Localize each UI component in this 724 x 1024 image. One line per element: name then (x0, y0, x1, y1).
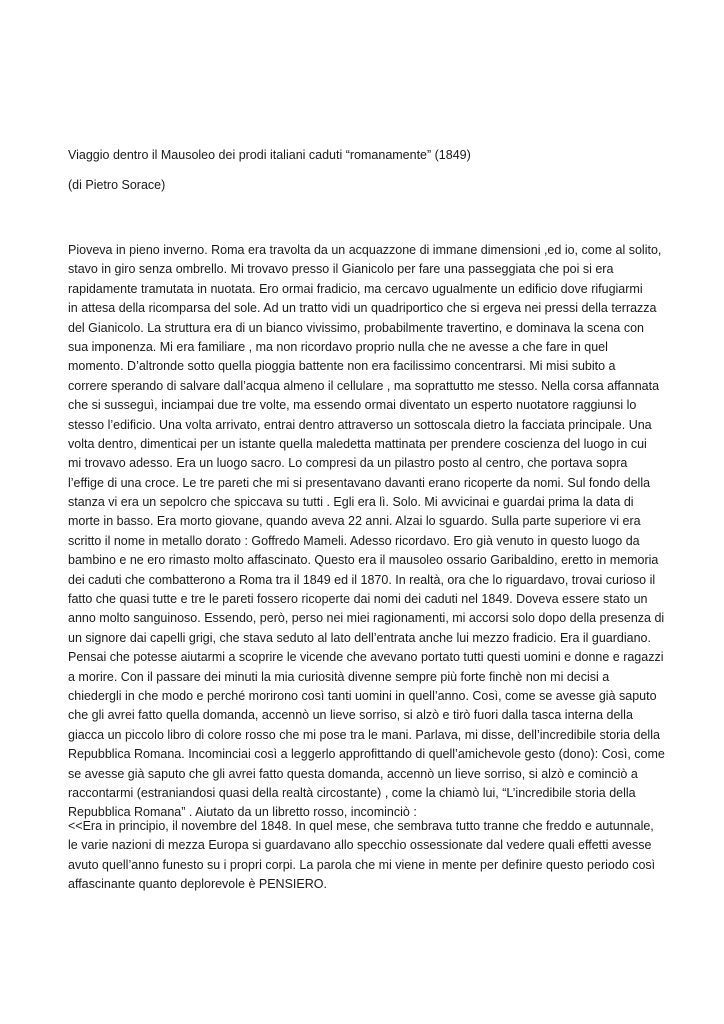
text-line: bambino e ne ero rimasto molto affascinato. Questo era il mausoleo ossario Garibaldino, eretto in memoria (68, 553, 659, 568)
text-line: stanza vi era un sepolcro che spiccava su tutti . Egli era lì. Solo. Mi avvicinai e guardai prima la data di (68, 495, 634, 510)
text-line: Repubblica Romana” . Aiutato da un libretto rosso, incominciò : (68, 805, 417, 820)
text-line: <<Era in principio, il novembre del 1848. In quel mese, che sembrava tutto tranne che freddo e autunnale, (68, 819, 654, 833)
text-line: un signore dai capelli grigi, che stava seduto al lato dell’entrata anche lui mezzo fradicio. Era il guardiano. (68, 630, 651, 645)
text-line: stavo in giro senza ombrello. Mi trovavo presso il Gianicolo per fare una passeggiata che poi si era (68, 262, 614, 277)
text-line: giacca un piccolo libro di colore rosso che mi pose tra le mani. Parlava, mi disse, dell’incredibile storia della (68, 727, 660, 742)
text-line: Pensai che potesse aiutarmi a scoprire le vicende che avevano portato tutti questi uomini e donne e ragazzi (68, 650, 664, 665)
text-line: Repubblica Romana. Incominciai così a leggerlo approfittando di quell’amichevole gesto (dono): Così, come (68, 747, 665, 762)
text-line: Pioveva in pieno inverno. Roma era travolta da un acquazzone di immane dimensioni ,ed io, come al solito, (68, 243, 662, 257)
text-line: anno molto sanguinoso. Essendo, però, perso nei miei ragionamenti, mi accorsi solo dopo della presenza di (68, 611, 665, 626)
text-line: avuto quell’anno funesto su i propri corpi. La parola che mi viene in mente per definire questo periodo così (68, 857, 656, 872)
text-line: volta dentro, dimenticai per un istante quella maledetta mattinata per prendere coscienza del luogo in cui (68, 436, 647, 451)
text-line: raccontarmi (estraniandosi quasi della realtà circostante) , come la chiamò lui, “L’incredibile storia della (68, 785, 636, 800)
text-line: rapidamente tramutata in nuotata. Ero ormai fradicio, ma cercavo ugualmente un edificio dove rifugiarmi (68, 281, 643, 296)
text-line: l’effige di una croce. Le tre pareti che mi si presentavano davanti erano ricoperte da nomi. Sul fondo della (68, 475, 651, 490)
text-line: che gli avrei fatto quella domanda, accennò un lieve sorriso, si alzò e tirò fuori dalla tasca interna della (68, 708, 633, 723)
text-line: momento. D’altronde sotto quella pioggia battente non era facilissimo concentrarsi. Mi misi subito a (68, 359, 616, 374)
text-line: che si susseguì, inciampai due tre volte, ma essendo ormai diventato un esperto nuotatore raggiunsi lo (68, 398, 637, 413)
text-line: affascinante quanto deplorevole è PENSIERO. (68, 876, 327, 891)
text-line: sua imponenza. Mi era familiare , ma non ricordavo proprio nulla che ne avesse a che fare in quel (68, 339, 608, 354)
body-paragraph-2 (68, 817, 668, 894)
text-line: in attesa della ricomparsa del sole. Ad un tratto vidi un quadriportico che si ergeva nei pressi della terrazza (68, 301, 657, 316)
text-line: mi trovavo adesso. Era un luogo sacro. Lo compresi da un pilastro posto al centro, che portava sopra (68, 456, 628, 471)
text-line: del Gianicolo. La struttura era di un bianco vivissimo, probabilmente travertino, e dominava la scena con (68, 320, 645, 335)
text-line: correre sperando di salvare dall’acqua almeno il cellulare , ma soprattutto me stesso. Nella corsa affannata (68, 378, 660, 393)
text-line: se avesse già saputo che gli avrei fatto questa domanda, accennò un lieve sorriso, si alzò e cominciò a (68, 766, 638, 781)
body-paragraph-1 (68, 241, 668, 823)
text-line: scritto il nome in metallo dorato : Goffredo Mameli. Adesso ricordavo. Ero già venuto in questo luogo da (68, 533, 640, 548)
document-title: Viaggio dentro il Mausoleo dei prodi italiani caduti “romanamente” (1849) (68, 148, 471, 162)
text-line: stesso l’edificio. Una volta arrivato, entrai dentro attraverso un sottoscala dietro la facciata principale. Una (68, 417, 652, 432)
text-line: fatto che quasi tutte e tre le pareti fossero ricoperte dai nomi dei caduti nel 1849. Doveva essere stato un (68, 592, 648, 607)
text-line: a morire. Con il passare dei minuti la mia curiosità divenne sempre più forte finchè non mi decisi a (68, 669, 610, 684)
document-byline: (di Pietro Sorace) (68, 178, 166, 192)
text-line: chiedergli in che modo e perché morirono così tanti uomini in quell’anno. Così, come se avesse già saputo (68, 688, 657, 703)
text-line: le varie nazioni di mezza Europa si guardavano allo specchio ossessionate dal vedere quali effetti avesse (68, 838, 652, 853)
text-line: dei caduti che combatterono a Roma tra il 1849 ed il 1870. In realtà, ora che lo riguardavo, trovai curioso il (68, 572, 656, 587)
text-line: morte in basso. Era morto giovane, quando aveva 22 anni. Alzai lo sguardo. Sulla parte superiore vi era (68, 514, 641, 529)
